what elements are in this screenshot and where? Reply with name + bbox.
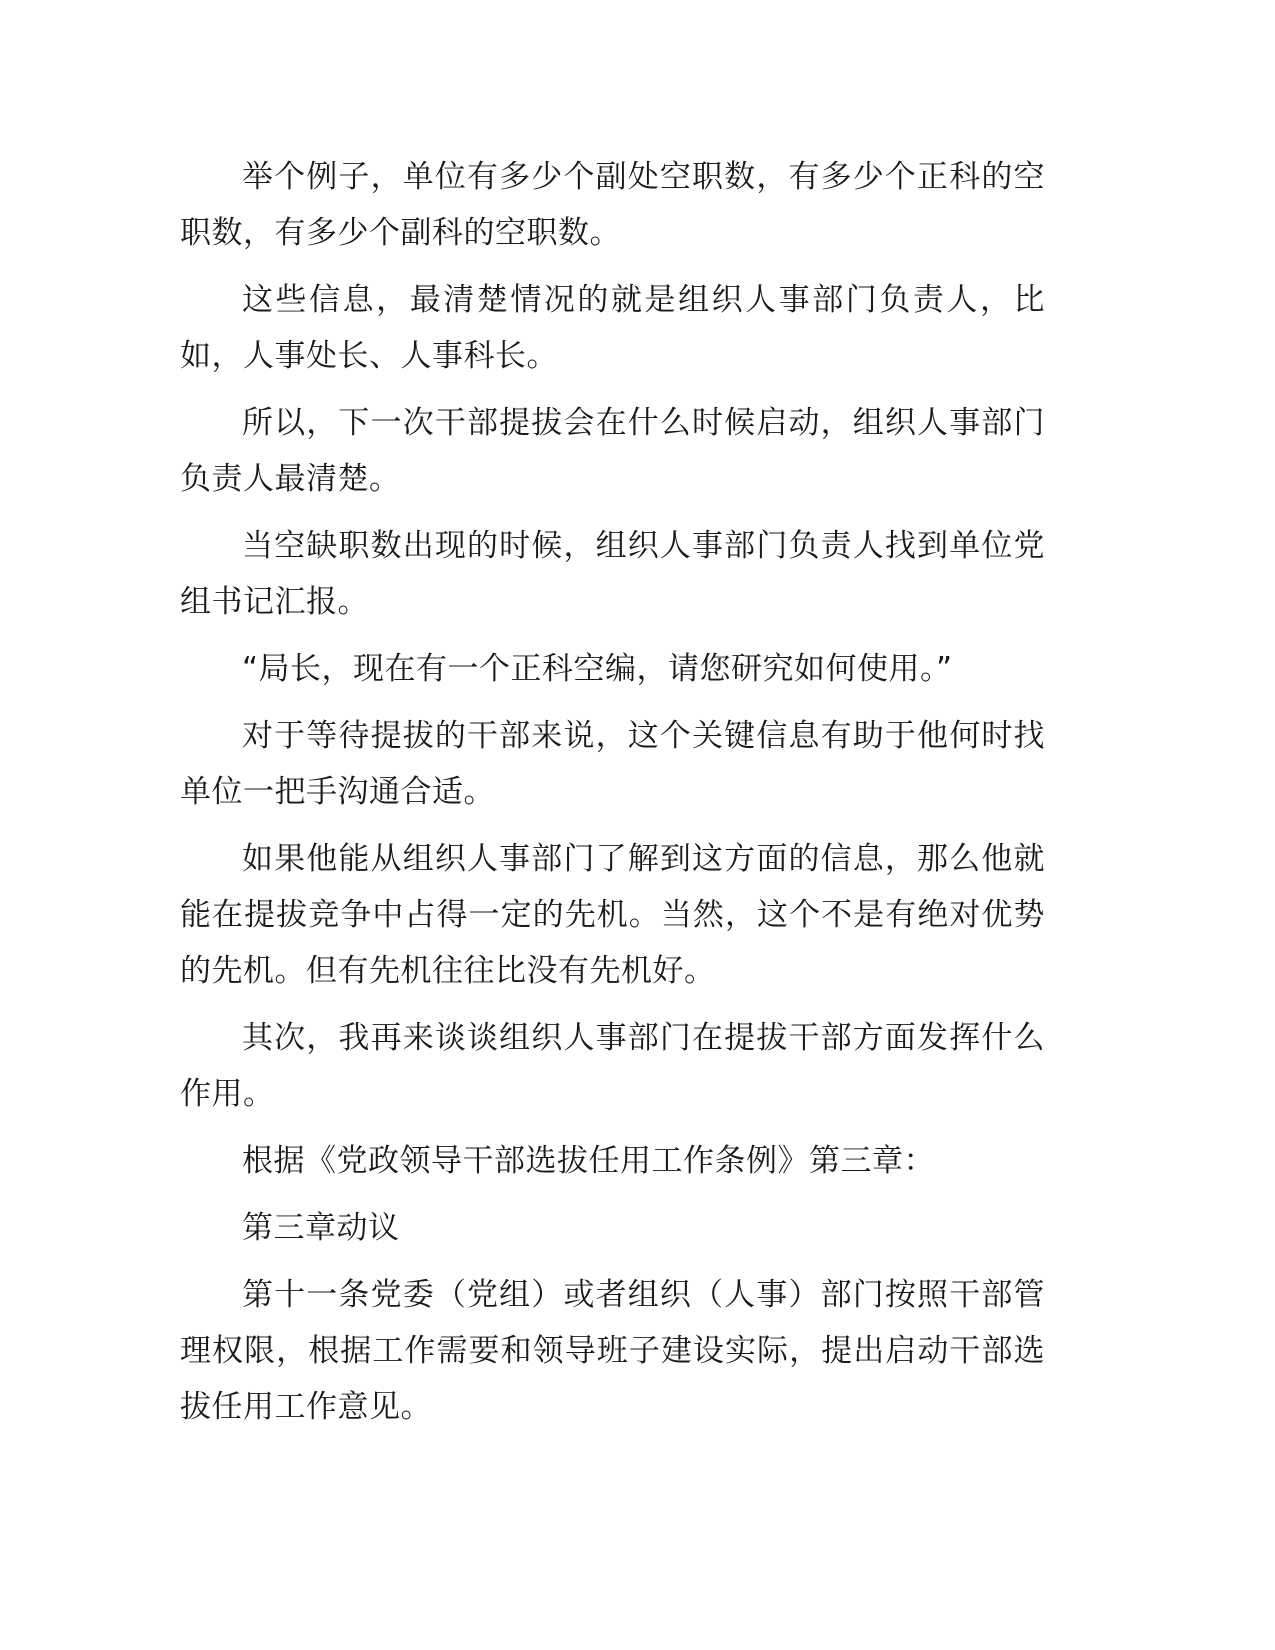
paragraph-regulation-ref: 根据《党政领导干部选拔任用工作条例》第三章： [242, 1143, 935, 1179]
paragraph-example: 举个例子，单位有多少个副处空职数，有多少个正科的空职数，有多少个副科的空职数。 [180, 159, 1045, 251]
paragraph-quote: “局长，现在有一个正科空编，请您研究如何使用。” [242, 651, 953, 687]
paragraph-vacancy-report: 当空缺职数出现的时候，组织人事部门负责人找到单位党组书记汇报。 [180, 528, 1045, 620]
paragraph-next-promotion: 所以，下一次干部提拔会在什么时候启动，组织人事部门负责人最清楚。 [180, 405, 1045, 497]
paragraph-advantage: 如果他能从组织人事部门了解到这方面的信息，那么他就能在提拔竞争中占得一定的先机。当然，这个不是有绝对优势的先机。但有先机往往比没有先机好。 [180, 841, 1045, 989]
document-body [180, 149, 1045, 1446]
paragraph-key-info: 对于等待提拔的干部来说，这个关键信息有助于他何时找单位一把手沟通合适。 [180, 718, 1045, 810]
paragraph-info-holder: 这些信息，最清楚情况的就是组织人事部门负责人，比如，人事处长、人事科长。 [180, 282, 1045, 374]
paragraph-article-11: 第十一条党委（党组）或者组织（人事）部门按照干部管理权限，根据工作需要和领导班子建设实际，提出启动干部选拔任用工作意见。 [180, 1277, 1045, 1425]
paragraph-chapter-title: 第三章动议 [242, 1210, 400, 1246]
paragraph-role: 其次，我再来谈谈组织人事部门在提拔干部方面发挥什么作用。 [180, 1020, 1045, 1112]
